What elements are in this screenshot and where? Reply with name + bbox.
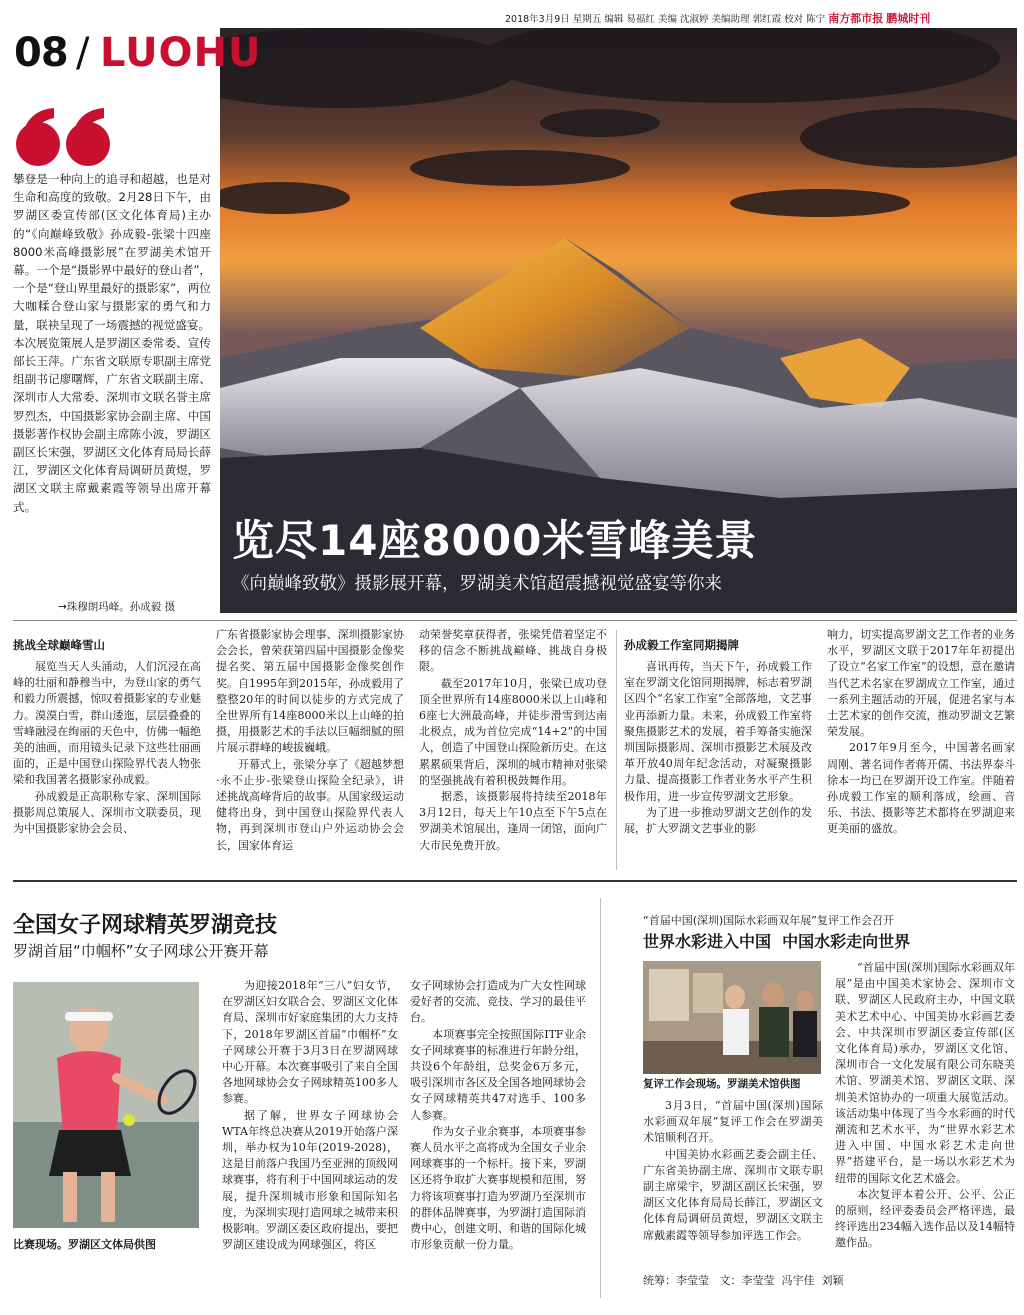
watercolor-kicker: “首届中国(深圳)国际水彩画双年展”复评工作会召开 — [643, 914, 894, 927]
paragraph: 开幕式上，张梁分享了《超越梦想·永不止步-张梁登山探险全纪录》，讲述挑战高峰背后的故事。从国家级运动健将出身，到中国登山探险界代表人物，再到深圳市登山户外运动协会会长，国家体育运 — [216, 757, 404, 852]
art-assistant-label: 美编助理 — [711, 14, 750, 25]
divider — [13, 880, 1017, 882]
paragraph: 响力，切实提高罗湖文艺工作者的业务水平，罗湖区文联于2017年年初提出了设立“名家工作室”的设想，意在邀请当代艺术名家在罗湖成立工作室，通过一系列主题活动的开展，促进名家与本土艺术家的创作交流，推动罗湖文艺繁荣发展。 — [827, 628, 1015, 739]
art-assistant: 郭红霞 — [752, 14, 782, 25]
main-headline: 览尽14座8000米雪峰美景 — [232, 516, 758, 565]
section-slash: / — [76, 30, 90, 76]
tennis-subheadline: 罗湖首届“巾帼杯”女子网球公开赛开幕 — [13, 942, 269, 960]
subheading: 挑战全球巅峰雪山 — [13, 638, 105, 652]
paragraph: 为了进一步推动罗湖文艺创作的发展，扩大罗湖文艺事业的影 — [624, 805, 812, 836]
paragraph: 为迎接2018年“三八”妇女节，在罗湖区妇女联合会、罗湖区文化体育局、深圳市好家庭集团的大力支持下，2018年罗湖区首届“巾帼杯”女子网球公开赛于3月3日在罗湖网球中心开幕。本次赛事吸引了来自全国各地网球协会女子网球精英100多人参赛。 — [222, 979, 398, 1106]
supplement-logo: 鹏城时刊 — [886, 12, 931, 25]
weekday: 星期五 — [572, 14, 602, 25]
art-editor: 沈淑婷 — [679, 14, 709, 25]
date: 2018年3月9日 — [505, 14, 570, 25]
tennis-photo — [13, 982, 199, 1228]
watercolor-caption: 复评工作会现场。罗湖美术馆供图 — [643, 1078, 801, 1090]
proofreader: 陈宁 — [806, 14, 826, 25]
column-divider — [616, 630, 617, 870]
paragraph: 中国美协水彩画艺委会副主任、广东省美协副主席、深圳市文联专职副主席梁宇，罗湖区副区长宋强，罗湖区文化体育局局长薛江，罗湖区文化体育局调研员黄煜，罗湖区文联主席戴素霞等领导参加评选工作会。 — [643, 1147, 823, 1242]
main-subheadline: 《向巅峰致敬》摄影展开幕，罗湖美术馆超震撼视觉盛宴等你来 — [232, 574, 722, 594]
paragraph: 截至2017年10月，张梁已成功登顶全世界所有14座8000米以上山峰和6座七大洲最高峰，并徒步滑雪到达南北极点，成为首位完成“14+2”的中国人，创造了中国登山探险新历史。在这累累硕果背后，深圳的城市精神对张梁的坚强挑战有着积极鼓舞作用。 — [419, 676, 607, 787]
paragraph: 2017年9月至今，中国著名画家周刚、著名词作者蒋开儒、书法界泰斗徐本一均已在罗湖开设工作室。伴随着孙成毅工作室的顺利落成，绘画、音乐、书法、摄影等艺术都将在罗湖迎来更美丽的盛放。 — [827, 741, 1015, 836]
meeting-illustration — [643, 961, 821, 1074]
subheading: 孙成毅工作室同期揭牌 — [624, 638, 739, 652]
watercolor-meeting-photo — [643, 961, 821, 1074]
paragraph: 据了解，世界女子网球协会WTA年终总决赛从2019开始落户深圳，举办权为10年(2019-2028)，这是目前落户我国乃至亚洲的顶级网球赛事，将有利于中国网球运动的发展，提升深圳城市形象和国际知名度，为深圳实现打造网球之城带来积极影响。罗湖区委区政府提出，要把罗湖区建设成为网球强区，将区 — [222, 1108, 398, 1252]
watercolor-headline: 世界水彩进入中国 中国水彩走向世界 — [643, 932, 911, 951]
quote-mark-icon — [14, 106, 114, 168]
article-column — [410, 978, 586, 1253]
editor-label: 编辑 — [604, 14, 624, 25]
paragraph: 据悉，该摄影展将持续至2018年3月12日，每天上午10点至下午5点在罗湖美术馆展出，逢周一闭馆，面向广大市民免费开放。 — [419, 790, 607, 852]
section-category: 文体 — [280, 45, 313, 64]
paragraph: 广东省摄影家协会理事、深圳摄影家协会会长，曾荣获第四届中国摄影金像奖提名奖、第五届中国摄影金像奖创作奖。自1995年到2015年，孙成毅用了整整20年的时间以徒步的方式完成了全世界所有14座8000米以上山峰的拍摄，用摄影艺术的手法以巨幅细腻的照片展示群峰的峻拔巍峨。 — [216, 628, 404, 755]
newspaper-logo: 南方都市报 — [828, 12, 884, 25]
paragraph: 女子网球协会打造成为广大女性网球爱好者的交流、竞技、学习的最佳平台。 — [410, 979, 586, 1025]
paragraph: 本项赛事完全按照国际ITF业余女子网球赛事的标准进行年龄分组，共设6个年龄组，总奖金6万多元，吸引深圳市各区及全国各地网球协会女子网球精英共47对选手、100多人参赛。 — [410, 1027, 586, 1122]
tennis-caption: 比赛现场。罗湖区文体局供图 — [13, 1238, 156, 1251]
intro-paragraph: 攀登是一种向上的追寻和超越，也是对生命和高度的致敬。2月28日下午，由罗湖区委宣传部(区文化体育局)主办的“《向巅峰致敬》孙成毅-张梁十四座8000米高峰摄影展”在罗湖美术馆开幕。一个是“摄影界中最好的登山者”，一个是“登山界里最好的摄影家”，两位大咖糅合登山家与摄影家的勇气和力量，联袂呈现了一场震撼的视觉盛宴。 — [13, 172, 211, 332]
page-number: 08 — [14, 30, 68, 76]
article-column — [419, 627, 607, 854]
masthead — [505, 10, 1017, 28]
article-column — [643, 1098, 823, 1244]
section-name: LUOHU — [100, 30, 262, 76]
paragraph: 3月3日，“首届中国(深圳)国际水彩画双年展”复评工作会在罗湖美术馆顺利召开。 — [643, 1099, 823, 1145]
intro-paragraph: 本次展览策展人是罗湖区委常委、宣传部长王萍。广东省文联原专职副主席党组副书记廖曙辉，广东省文联副主席、深圳市人大常委、深圳市文联名誉主席罗烈杰，中国摄影家协会副主席、中国摄影著作权协会副主席陈小波，罗湖区副区长宋强，罗湖区文化体育局局长薛江，罗湖区文化体育局调研员黄煜，罗湖区文联主席戴素霞等领导出席开幕式。 — [13, 335, 211, 514]
tennis-headline: 全国女子网球精英罗湖竞技 — [13, 913, 278, 938]
article-column — [624, 659, 812, 837]
paragraph: 作为女子业余赛事，本项赛事参赛人员水平之高将成为全国女子业余网球赛事的一个标杆。接下来，罗湖区还将争取扩大赛事规模和范围，努力将该项赛事打造为罗湖乃至深圳市的群体品牌赛事，为罗湖打造国际消费中心，创建文明、和谐的国际化城市形象贡献一份力量。 — [410, 1124, 586, 1252]
article-column — [835, 960, 1015, 1252]
art-label: 美编 — [657, 14, 677, 25]
article-column — [222, 978, 398, 1253]
paragraph: 喜讯再传，当天下午，孙成毅工作室在罗湖文化馆同期揭牌，标志着罗湖区四个“名家工作室”全部落地，文艺事业再添新力量。未来，孙成毅工作室将聚焦摄影艺术的发展，着手筹备实施深圳国际摄影周、深圳市摄影艺术展及改革开放40周年纪念活动，对凝聚摄影力量、提高摄影工作者业务水平产生积极作用，进一步宣传罗湖文艺形象。 — [624, 660, 812, 803]
paragraph: 孙成毅是正高职称专家、深圳国际摄影周总策展人、深圳市文联委员，现为中国摄影家协会会员、 — [13, 789, 201, 836]
paragraph: 展览当天人头涌动，人们沉浸在高峰的壮丽和静穆当中，为登山家的勇气和毅力所震撼，惊叹着摄影家的专业魅力。漠漠白雪，群山逶迤，层层叠叠的雪峰融浸在绚丽的天色中，仿佛一幅绝美的油画，而用镜头记录下这些壮丽画面的，正是中国登山探险界代表人物张梁和我国著名摄影家孙成毅。 — [13, 660, 201, 787]
paragraph: “首届中国(深圳)国际水彩画双年展”是由中国美术家协会、深圳市文联、罗湖区人民政府主办，中国文联美术艺术中心、中国美协水彩画艺委会、中共深圳市罗湖区委宣传部(区文化体育局)承办，罗湖区文化馆、深圳市合一文化发展有限公司东晓美术馆、罗湖美术馆、罗湖区文联、深圳美术馆协办的一项重大展览活动。该活动集中体现了当今水彩画的时代潮流和艺术水平，为“世界水彩艺术进入中国、中国水彩艺术走向世界”搭建平台，是一场以水彩艺术为纽带的国际文化艺术盛会。 — [835, 961, 1015, 1185]
tennis-player-illustration — [13, 982, 199, 1228]
divider — [13, 620, 1017, 621]
paragraph: 动荣誉奖章获得者，张梁凭借着坚定不移的信念不断挑战巅峰、挑战自身极限。 — [419, 628, 607, 674]
article-column — [216, 627, 404, 854]
proof-label: 校对 — [784, 14, 804, 25]
editor: 易福红 — [626, 14, 655, 25]
column-divider — [600, 898, 601, 1298]
credits: 统筹：李莹莹 文：李莹莹 冯宇佳 刘颖 — [643, 1274, 844, 1287]
intro-text — [13, 170, 211, 516]
article-column — [827, 627, 1015, 838]
hero-caption: →珠穆朗玛峰。孙成毅 摄 — [58, 601, 176, 613]
paragraph: 本次复评本着公开、公平、公正的原则，经评委委员会严格评选，最终评选出234幅入选作品以及14幅特邀作品。 — [835, 1187, 1015, 1250]
article-column — [13, 659, 201, 837]
